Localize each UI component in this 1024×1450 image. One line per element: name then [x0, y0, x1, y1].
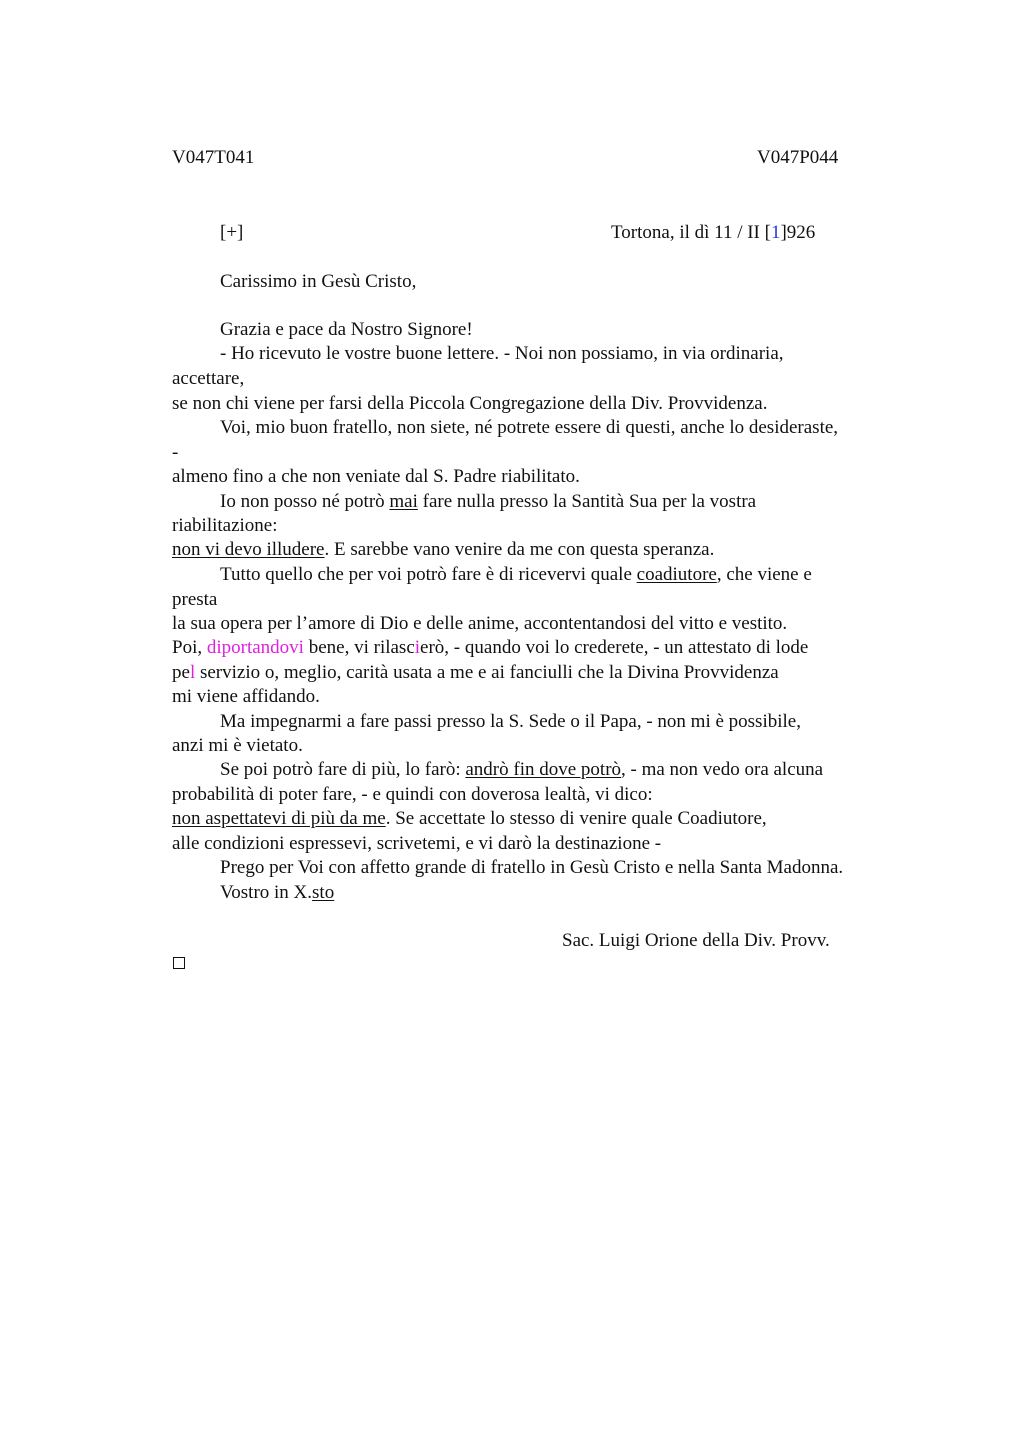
body-line: - Ho ricevuto le vostre buone lettere. - Noi non possiamo, in via ordinaria,	[220, 343, 784, 364]
text-run: , - ma non vedo ora alcuna	[621, 759, 824, 780]
date-editorial-digit: 1	[770, 222, 781, 243]
highlighted-text: i	[414, 637, 421, 658]
text-run: . E sarebbe vano venire da me con questa speranza.	[324, 539, 715, 560]
text-run: Se poi potrò fare di più, lo farò:	[220, 759, 466, 780]
body-line: riabilitazione:	[172, 515, 278, 536]
body-line: presta	[172, 589, 218, 610]
letter-date	[611, 221, 815, 245]
body-line: Prego per Voi con affetto grande di fratello in Gesù Cristo e nella Santa Madonna.	[220, 857, 844, 878]
text-run: bene, vi rilasc	[303, 637, 415, 658]
closing-line	[220, 881, 334, 905]
underlined-text: andrò fin dove potrò	[465, 759, 622, 780]
body-line: -	[172, 442, 179, 463]
body-line: mi viene affidando.	[172, 686, 320, 707]
text-run: servizio o, meglio, carità usata a me e ai fanciulli che la Divina Provvidenza	[195, 662, 779, 683]
body-line: alle condizioni espressevi, scrivetemi, e vi darò la destinazione -	[172, 833, 662, 854]
highlighted-text: l	[189, 662, 196, 683]
body-line: Ma impegnarmi a fare passi presso la S. Sede o il Papa, - non mi è possibile,	[220, 711, 801, 732]
left-document-code: V047T041	[172, 147, 255, 168]
date-suffix: ]926	[780, 222, 816, 243]
signature: Sac. Luigi Orione della Div. Provv.	[562, 930, 830, 951]
body-line	[220, 490, 756, 514]
underlined-text: non aspettatevi di più da me	[172, 808, 386, 829]
text-run: pe	[172, 662, 190, 683]
body-line: se non chi viene per farsi della Piccola Congregazione della Div. Provvidenza.	[172, 393, 768, 414]
body-line	[220, 563, 812, 587]
body-line	[172, 807, 767, 831]
underlined-text: mai	[389, 491, 418, 512]
date-prefix: Tortona, il dì 11 / II [	[611, 222, 771, 243]
body-line: la sua opera per l’amore di Dio e delle anime, accontentandosi del vitto e vestito.	[172, 613, 788, 634]
cross-mark: [+]	[220, 222, 244, 243]
underlined-text: coadiutore	[636, 564, 717, 585]
highlighted-text: diportandovi	[206, 637, 304, 658]
text-run: Vostro in X.	[220, 882, 313, 903]
underlined-text: non vi devo illudere	[172, 539, 325, 560]
text-run: . Se accettate lo stesso di venire quale Coadiutore,	[385, 808, 767, 829]
right-document-code: V047P044	[757, 147, 839, 168]
text-run: Poi,	[172, 637, 207, 658]
body-line: probabilità di poter fare, - e quindi con doverosa lealtà, vi dico:	[172, 784, 653, 805]
text-run: erò, - quando voi lo crederete, - un attestato di lode	[420, 637, 809, 658]
text-run: , che viene e	[716, 564, 812, 585]
body-line	[172, 636, 808, 660]
salutation: Carissimo in Gesù Cristo,	[220, 271, 417, 292]
body-line	[172, 661, 779, 685]
end-box-icon	[173, 957, 185, 969]
text-run: Io non posso né potrò	[220, 491, 390, 512]
text-run: Tutto quello che per voi potrò fare è di ricevervi quale	[220, 564, 637, 585]
body-line: accettare,	[172, 368, 245, 389]
body-line: anzi mi è vietato.	[172, 735, 303, 756]
text-run: fare nulla presso la Santità Sua per la vostra	[417, 491, 757, 512]
body-line	[172, 538, 714, 562]
body-line	[220, 758, 823, 782]
underlined-text: sto	[312, 882, 335, 903]
greeting: Grazia e pace da Nostro Signore!	[220, 319, 473, 340]
body-line: almeno fino a che non veniate dal S. Padre riabilitato.	[172, 466, 580, 487]
body-line: Voi, mio buon fratello, non siete, né potrete essere di questi, anche lo desideraste,	[220, 417, 839, 438]
